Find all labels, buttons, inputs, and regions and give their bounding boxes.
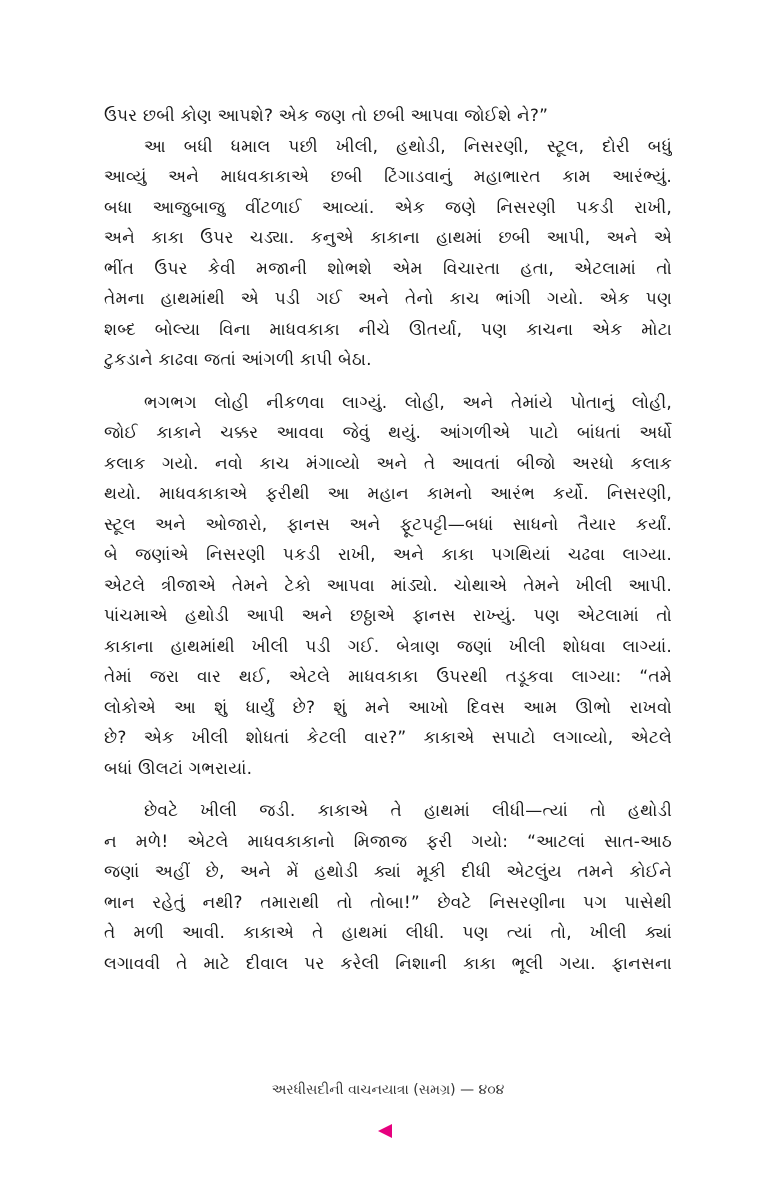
text-line: તેમાં જરા વાર થઈ, એટલે માધવકાકા ઉપરથી તડૂકવા લાગ્યા: “તમે: [104, 667, 672, 687]
text-line: છેવટે ખીલી જડી. કાકાએ તે હાથમાં લીધી—ત્યાં તો હથોડી: [144, 801, 672, 821]
text-line: આવ્યું અને માધવકાકાએ છબી ટિંગાડવાનું મહાભારત કામ આરંભ્યું.: [104, 167, 672, 187]
text-line: બે જણાંએ નિસરણી પકડી રાખી, અને કાકા પગથિયાં ચઢવા લાગ્યા.: [104, 545, 672, 565]
previous-page-icon[interactable]: [378, 1124, 392, 1138]
text-line: ભગભગ લોહી નીકળવા લાગ્યું. લોહી, અને તેમાંયે પોતાનું લોહી,: [144, 392, 672, 413]
paragraph-gap: [104, 376, 672, 388]
text-line: એટલે ત્રીજાએ તેમને ટેકો આપવા માંડ્યો. ચોથાએ તેમને ખીલી આપી.: [104, 575, 672, 596]
text-line: છે? એક ખીલી શોધતાં કેટલી વાર?” કાકાએ સપાટો લગાવ્યો, એટલે: [104, 728, 672, 748]
text-line: બધા આજુબાજુ વીંટળાઈ આવ્યાં. એક જણે નિસરણી પકડી રાખી,: [104, 197, 672, 218]
text-line: શબ્દ બોલ્યા વિના માધવકાકા નીચે ઊતર્યા, પણ કાચના એક મોટા: [104, 319, 672, 340]
text-line: લગાવવી તે માટે દીવાલ પર કરેલી નિશાની કાકા ભૂલી ગયા. ફાનસના: [104, 953, 672, 974]
text-line: ભીંત ઉપર કેવી મજાની શોભશે એમ વિચારતા હતા, એટલામાં તો: [104, 258, 672, 279]
text-line: ઉપર છબી કોણ આપશે? એક જણ તો છબી આપવા જોઈશે ને?”: [104, 106, 549, 126]
text-line: લોકોએ આ શું ધાર્યું છે? શું મને આખો દિવસ આમ ઊભો રાખવો: [104, 697, 672, 718]
body-text: [104, 101, 672, 979]
text-line: તે મળી આવી. કાકાએ તે હાથમાં લીધી. પણ ત્યાં તો, ખીલી ક્યાં: [104, 923, 672, 943]
page-footer: અરધીસદીની વાચનયાત્રા (સમગ્ર) — ૪૦૪: [271, 1082, 505, 1098]
text-line: આ બધી ધમાલ પછી ખીલી, હથોડી, નિસરણી, સ્ટૂલ, દોરી બધું: [144, 136, 672, 157]
text-line: જણાં અહીં છે, અને મેં હથોડી ક્યાં મૂકી દીધી એટલુંય તમને કોઈને: [104, 862, 672, 882]
text-line: કલાક ગયો. નવો કાચ મંગાવ્યો અને તે આવતાં બીજો અરધો કલાક: [104, 453, 672, 474]
paragraph-gap: [104, 784, 672, 796]
text-line: ન મળે! એટલે માધવકાકાનો મિજાજ ફરી ગયો: “આટલાં સાત-આઠ: [104, 831, 672, 852]
text-line: કાકાના હાથમાંથી ખીલી પડી ગઈ. બેત્રાણ જણાં ખીલી શોધવા લાગ્યાં.: [104, 636, 672, 657]
text-line: થયો. માધવકાકાએ ફરીથી આ મહાન કામનો આરંભ કર્યો. નિસરણી,: [104, 484, 672, 504]
text-line: બધાં ઊલટાં ગભરાયાં.: [104, 758, 253, 779]
text-line: સ્ટૂલ અને ઓજારો, ફાનસ અને ફૂટપટ્ટી—બધાં સાધનો તૈયાર કર્યાં.: [104, 514, 672, 535]
text-line: અને કાકા ઉપર ચડ્યા. કનુએ કાકાના હાથમાં છબી આપી, અને એ: [104, 228, 672, 248]
text-line: તેમના હાથમાંથી એ પડી ગઈ અને તેનો કાચ ભાંગી ગયો. એક પણ: [104, 289, 672, 309]
text-line: પાંચમાએ હથોડી આપી અને છઠ્ઠાએ ફાનસ રાખ્યું. પણ એટલામાં તો: [104, 606, 672, 626]
text-line: ટુકડાને કાઢવા જતાં આંગળી કાપી બેઠા.: [104, 350, 372, 370]
text-line: ભાન રહેતું નથી? તમારાથી તો તોબા!” છેવટે નિસરણીના પગ પાસેથી: [104, 892, 672, 913]
text-line: જોઈ કાકાને ચક્કર આવવા જેવું થયું. આંગળીએ પાટો બાંધતાં અર્ધો: [104, 423, 672, 443]
